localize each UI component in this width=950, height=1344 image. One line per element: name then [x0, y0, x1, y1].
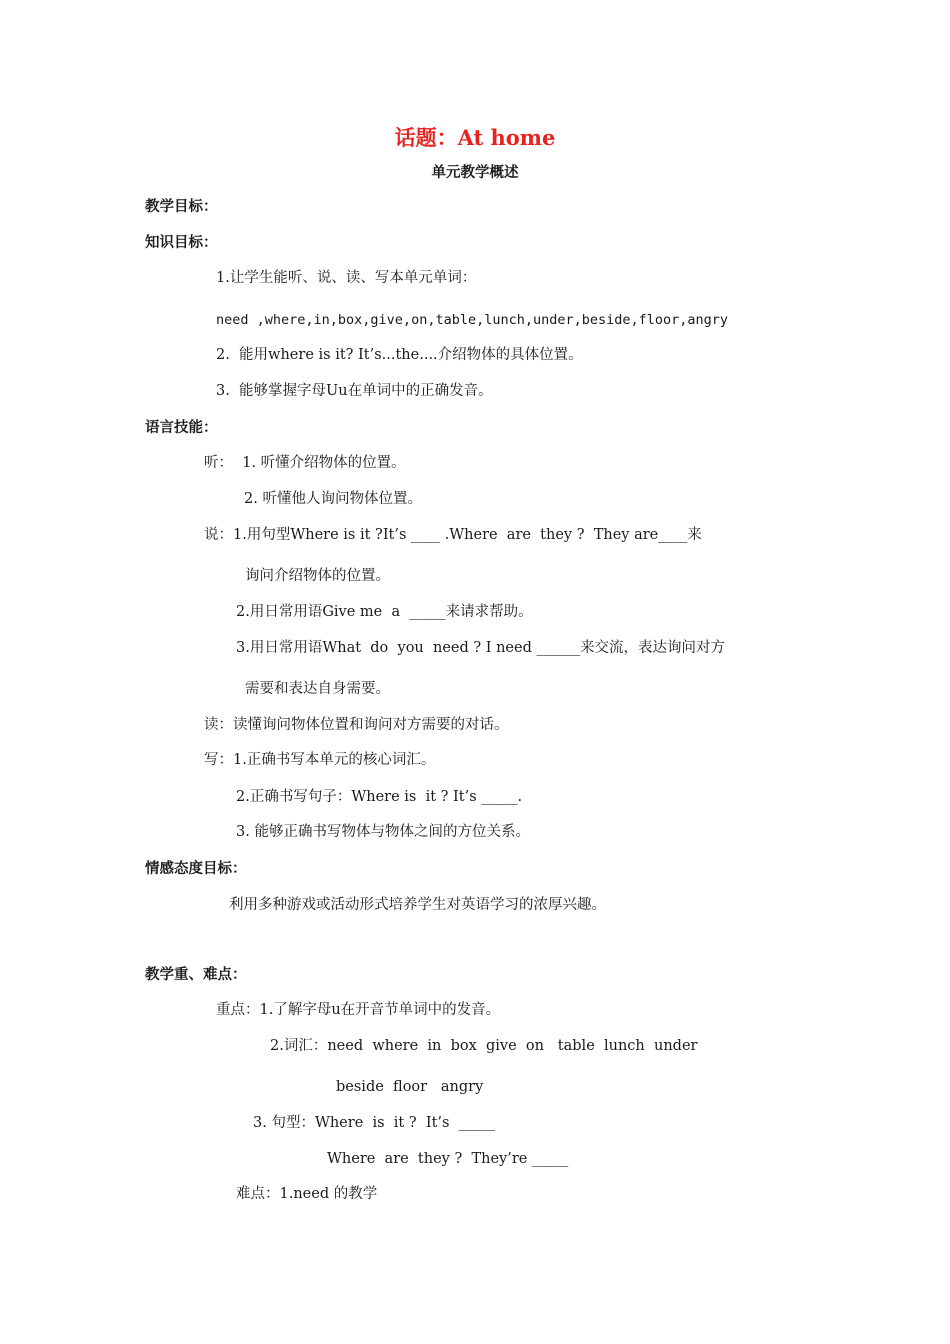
speaking-item-3-cont: 需要和表达自身需要。: [245, 681, 390, 697]
key-point-2: 2.词汇：need where in box give on table lunch under: [270, 1038, 698, 1054]
writing-item-1: 写：1.正确书写本单元的核心词汇。: [204, 752, 436, 768]
difficult-point-1: 难点：1.need 的教学: [236, 1186, 378, 1202]
listening-item-2: 2. 听懂他人询问物体位置。: [244, 491, 422, 507]
key-point-2-cont: beside floor angry: [336, 1079, 484, 1095]
key-point-3: 3. 句型：Where is it ? It’s _____: [253, 1115, 495, 1131]
document-subtitle: 单元教学概述: [431, 165, 519, 181]
speaking-item-3: 3.用日常用语What do you need ? I need ______来交流，表达询问对方: [236, 640, 725, 656]
key-point-1: 重点：1.了解字母u在开音节单词中的发音。: [216, 1002, 501, 1018]
attitude-item: 利用多种游戏或活动形式培养学生对英语学习的浓厚兴趣。: [229, 897, 606, 913]
speaking-item-2: 2.用日常用语Give me a _____来请求帮助。: [236, 604, 533, 620]
writing-item-2: 2.正确书写句子：Where is it ? It’s _____.: [236, 789, 523, 805]
document-title: 话题：At home: [394, 125, 556, 150]
writing-item-3: 3. 能够正确书写物体与物体之间的方位关系。: [236, 824, 530, 840]
knowledge-item-2: 2. 能用where is it? It’s...the....介绍物体的具体位置。: [216, 347, 583, 363]
section-heading-knowledge-goals: 知识目标：: [145, 235, 218, 251]
section-heading-attitude-goals: 情感态度目标：: [145, 861, 247, 877]
key-point-3-cont: Where are they ? They’re _____: [327, 1151, 569, 1167]
vocabulary-list: need ,where,in,box,give,on,table,lunch,under,beside,floor,angry: [216, 312, 729, 328]
listening-item-1: 听： 1. 听懂介绍物体的位置。: [204, 455, 406, 471]
section-heading-teaching-goals: 教学目标：: [145, 199, 218, 215]
speaking-item-1-cont: 询问介绍物体的位置。: [245, 568, 390, 584]
reading-item: 读：读懂询问物体位置和询问对方需要的对话。: [204, 717, 509, 733]
section-heading-language-skills: 语言技能：: [145, 420, 218, 436]
knowledge-item-3: 3. 能够掌握字母Uu在单词中的正确发音。: [216, 383, 493, 399]
section-heading-key-points: 教学重、难点：: [145, 967, 247, 983]
knowledge-item-1: 1.让学生能听、说、读、写本单元单词：: [216, 270, 477, 286]
speaking-item-1: 说：1.用句型Where is it ?It’s ____ .Where are they ? They are____来: [204, 527, 702, 543]
